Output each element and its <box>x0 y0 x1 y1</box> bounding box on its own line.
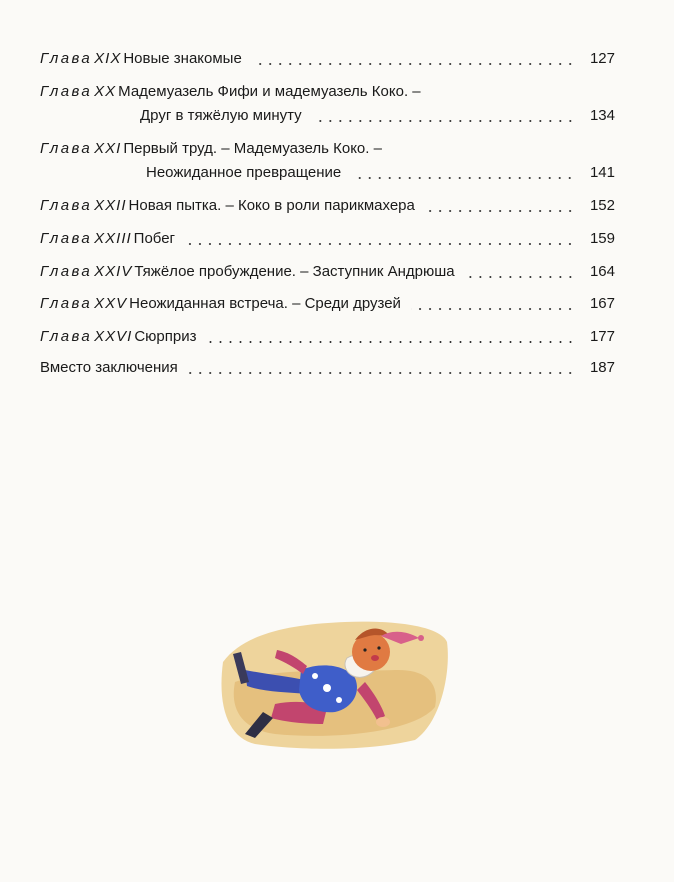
dot-leader <box>431 96 605 98</box>
toc-entry-23[interactable] <box>40 228 615 250</box>
chapter-title-continuation: Друг в тяжёлую минуту <box>140 107 302 124</box>
dot-leader <box>252 63 575 65</box>
chapter-title: Побег <box>133 230 176 247</box>
page-number: 134 <box>589 107 615 124</box>
page-number: 127 <box>589 50 615 67</box>
dot-leader <box>188 372 575 374</box>
clown-doll-illustration <box>215 612 450 752</box>
toc-entry-22[interactable] <box>40 195 615 217</box>
toc-entry-26[interactable] <box>40 326 615 348</box>
chapter-label: Глава <box>40 83 93 100</box>
page-number: 167 <box>589 295 615 312</box>
chapter-number: XXV <box>94 295 128 312</box>
chapter-number: XXII <box>94 197 127 214</box>
dot-leader <box>392 153 605 155</box>
chapter-number: XIX <box>94 50 122 67</box>
page-number: 152 <box>589 197 615 214</box>
toc-entry-20-continuation[interactable] <box>138 105 615 127</box>
chapter-title: Тяжёлое пробуждение. – Заступник Андрюша <box>134 263 455 280</box>
dot-leader <box>465 276 575 278</box>
chapter-title: Сюрприз <box>134 328 197 345</box>
chapter-label: Глава <box>40 295 93 312</box>
page-number: 159 <box>589 230 615 247</box>
chapter-title: Мадемуазель Фифи и мадемуазель Коко. – <box>118 83 421 100</box>
dot-leader <box>411 308 575 310</box>
page-number: 177 <box>589 328 615 345</box>
dot-leader <box>185 243 575 245</box>
chapter-title: Новые знакомые <box>123 50 242 67</box>
chapter-title: Неожиданная встреча. – Среди друзей <box>129 295 401 312</box>
toc-entry-24[interactable] <box>40 261 615 283</box>
dot-leader <box>425 210 575 212</box>
toc-entry-21[interactable] <box>40 138 615 160</box>
dot-leader <box>351 177 575 179</box>
chapter-label: Глава <box>40 197 93 214</box>
toc-entry-25[interactable] <box>40 293 615 315</box>
chapter-title: Новая пытка. – Коко в роли парикмахера <box>128 197 415 214</box>
chapter-title: Первый труд. – Мадемуазель Коко. – <box>123 140 382 157</box>
chapter-number: XXI <box>94 140 122 157</box>
toc-entry-21-continuation[interactable] <box>144 162 615 184</box>
toc-entry-conclusion[interactable] <box>40 357 615 379</box>
toc-entry-19[interactable] <box>40 48 615 70</box>
page-number: 164 <box>589 263 615 280</box>
chapter-number: XXIII <box>94 230 132 247</box>
chapter-number: XXVI <box>94 328 133 345</box>
chapter-number: XX <box>94 83 117 100</box>
page-number: 187 <box>589 359 615 376</box>
chapter-title-continuation: Неожиданное превращение <box>146 164 342 181</box>
conclusion-title: Вместо заключения <box>40 359 178 376</box>
chapter-number: XXIV <box>94 263 133 280</box>
dot-leader <box>312 120 575 122</box>
chapter-label: Глава <box>40 140 93 157</box>
chapter-label: Глава <box>40 230 93 247</box>
toc-entry-20[interactable] <box>40 81 615 103</box>
page-number: 141 <box>589 164 615 181</box>
chapter-label: Глава <box>40 50 93 67</box>
dot-leader <box>207 341 576 343</box>
chapter-label: Глава <box>40 328 93 345</box>
chapter-label: Глава <box>40 263 93 280</box>
